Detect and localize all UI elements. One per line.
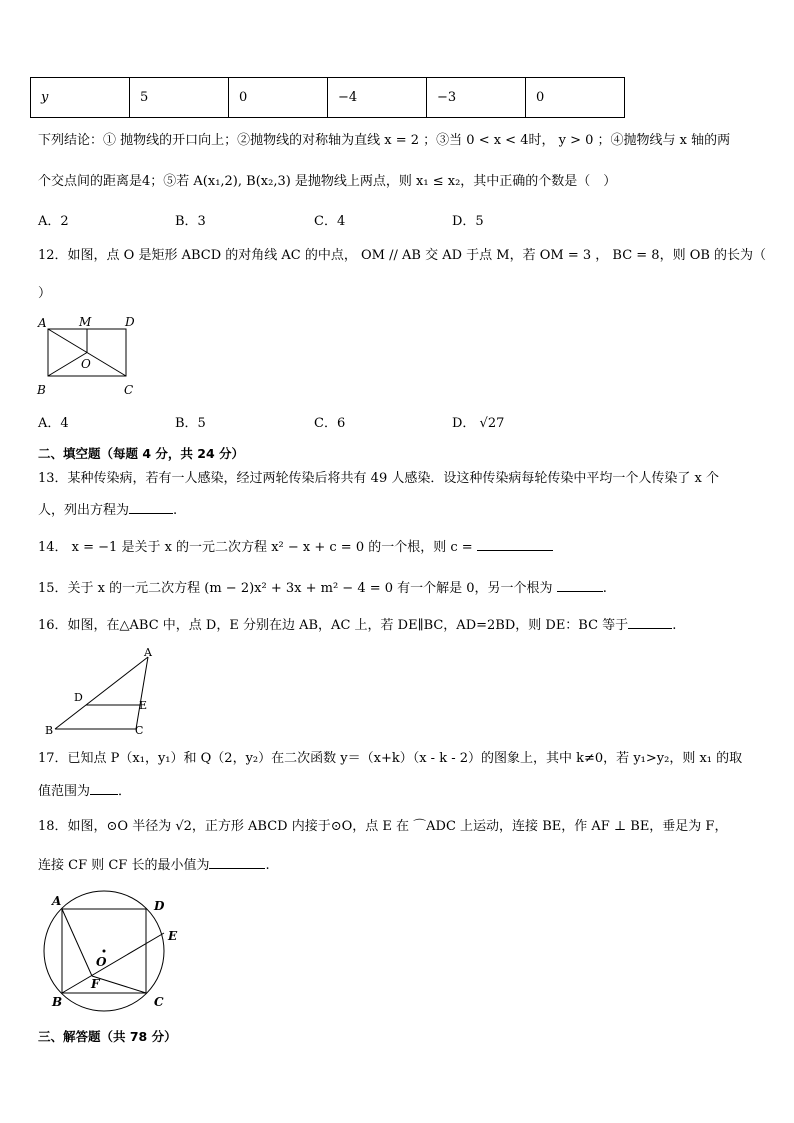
answer-blank [628, 616, 672, 629]
q17-text: 值范围为 [38, 784, 91, 799]
label-d: D [154, 899, 165, 913]
table-row [31, 78, 625, 118]
q13-text: 人，列出方程为 [38, 503, 130, 518]
answer-blank [557, 579, 603, 592]
q11-option-b: B．3 [175, 214, 206, 229]
q17-statement-line1: 17．已知点 P（x₁，y₁）和 Q（2，y₂）在二次函数 y＝（x+k）（x - k - 2）的图象上，其中 k≠0，若 y₁>y₂，则 x₁ 的取 [38, 751, 743, 766]
table-cell: y [31, 78, 130, 118]
label-e: E [139, 699, 148, 712]
q12-option-c: C．6 [314, 416, 346, 431]
answer-blank [90, 782, 118, 795]
section-heading: 二、填空题（每题 4 分，共 24 分） [38, 446, 245, 461]
q18-statement-line1: 18．如图，⊙O 半径为 √2，正方形 ABCD 内接于⊙O，点 E 在 ⌒ADC 上运动，连接 BE，作 AF ⊥ BE，垂足为 F， [38, 819, 728, 834]
label-b: B [37, 383, 46, 397]
answer-blank [129, 501, 173, 514]
label-e: E [168, 929, 178, 943]
circle-square-figure [34, 890, 194, 1014]
label-d: D [74, 691, 83, 704]
label-m: M [79, 315, 92, 329]
table-cell: 0 [229, 78, 328, 118]
q12-option-d: D． √27 [452, 416, 505, 431]
label-c: C [135, 724, 144, 737]
q15-text: 15．关于 x 的一元二次方程 (m − 2)x² + 3x + m² − 4 = 0 有一个解是 0，另一个根为 [38, 581, 553, 596]
label-d: D [125, 315, 135, 329]
label-a: A [144, 646, 152, 659]
label-c: C [124, 383, 134, 397]
rectangle-figure [34, 314, 144, 400]
q11-option-c: C．4 [314, 214, 346, 229]
triangle-figure [40, 646, 160, 738]
q14-statement [38, 538, 553, 557]
table-cell: −3 [427, 78, 526, 118]
q15-statement: 15．关于 x 的一元二次方程 (m − 2)x² + 3x + m² − 4 = 0 有一个解是 0，另一个根为 . [38, 581, 607, 596]
label-b: B [52, 995, 63, 1009]
q13-statement-line2: 人，列出方程为 . [38, 503, 178, 518]
label-a: A [52, 894, 62, 908]
label-b: B [45, 724, 54, 737]
answer-blank [209, 856, 265, 869]
q11-statement-line1: 下列结论：① 抛物线的开口向上；②抛物线的对称轴为直线 x = 2 ；③当 0 < x < 4时， y > 0 ；④抛物线与 x 轴的两 [38, 133, 731, 148]
q14-text: 14． x = −1 是关于 x 的一元二次方程 x² − x + c = 0 的一个根，则 c = [38, 540, 473, 555]
q17-statement-line2: 值范围为 ． [38, 784, 132, 799]
q11-statement-line2: 个交点间的距离是4；⑤若 A(x₁,2), B(x₂,3) 是抛物线上两点，则 x₁ ≤ x₂，其中正确的个数是（ ） [38, 174, 617, 189]
answer-blank [477, 538, 553, 551]
label-c: C [154, 995, 164, 1009]
q12-statement-line2: ） [38, 286, 52, 301]
q12-statement-line1: 12．如图，点 O 是矩形 ABCD 的对角线 AC 的中点， OM // AB 交 AD 于点 M，若 OM = 3 ， BC = 8，则 OB 的长为（ [38, 248, 767, 263]
q18-text: 连接 CF 则 CF 长的最小值为 [38, 858, 210, 873]
table-cell: 0 [526, 78, 625, 118]
q18-statement-line2: 连接 CF 则 CF 长的最小值为 . [38, 858, 270, 873]
label-o: O [96, 955, 107, 969]
table-cell: 5 [130, 78, 229, 118]
q16-text: 16．如图，在△ABC 中，点 D，E 分别在边 AB，AC 上，若 DE∥BC，AD=2BD，则 DE：BC 等于 [38, 618, 629, 633]
q12-option-b: B．5 [175, 416, 206, 431]
table-cell: −4 [328, 78, 427, 118]
label-a: A [38, 316, 47, 330]
q11-option-d: D．5 [452, 214, 484, 229]
q12-option-a: A．4 [38, 416, 69, 431]
label-f: F [91, 977, 100, 991]
q16-statement: 16．如图，在△ABC 中，点 D，E 分别在边 AB，AC 上，若 DE∥BC，AD=2BD，则 DE：BC 等于 . [38, 618, 677, 633]
section-heading: 三、解答题（共 78 分） [38, 1029, 177, 1044]
value-table [30, 77, 625, 118]
q11-option-a: A．2 [38, 214, 69, 229]
label-o: O [81, 357, 91, 371]
q13-statement-line1: 13．某种传染病，若有一人感染，经过两轮传染后将共有 49 人感染．设这种传染病每轮传染中平均一个人传染了 x 个 [38, 471, 719, 486]
